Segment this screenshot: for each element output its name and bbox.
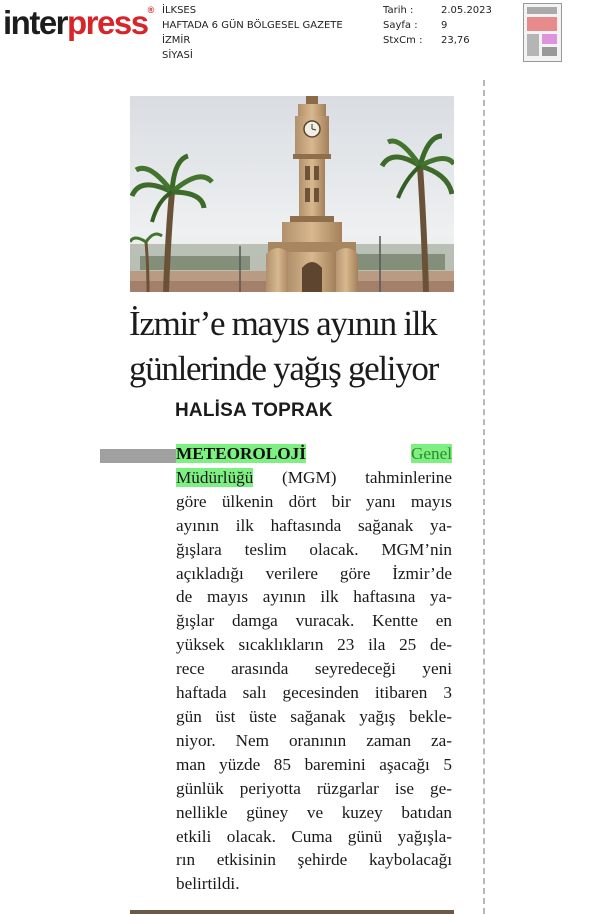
logo-text-press: press	[67, 4, 148, 41]
date-value: 2.05.2023	[441, 5, 492, 16]
body-line: günlük periyotta rüzgarlar ise ge-	[176, 778, 452, 798]
page-value: 9	[441, 20, 448, 31]
body-line: niyor. Nem oranının zaman za-	[176, 730, 452, 750]
body-line: rın etkisinin şehirde kaybolacağı	[176, 850, 452, 870]
body-line: etkili olacak. Cuma günü yağışla-	[176, 826, 452, 846]
page-row	[383, 18, 492, 33]
body-line: man yüzde 85 baremini aşacağı 5	[176, 754, 452, 774]
headline-line-1: İzmir’e mayıs ayının ilk	[129, 304, 437, 343]
stxcm-row	[383, 33, 492, 48]
page-label: Sayfa :	[383, 20, 418, 31]
body-line-lead-2	[176, 466, 452, 490]
publication-category: SİYASİ	[162, 50, 193, 61]
body-line: de mayıs ayının ilk haftasına ya-	[176, 587, 452, 607]
headline-line-2: günlerinde yağış geliyor	[129, 349, 438, 388]
publication-city: İZMİR	[162, 35, 191, 46]
body-line: haftada salı gecesinden itibaren 3	[176, 683, 452, 703]
page-thumbnail[interactable]	[523, 3, 562, 62]
body-line: açıkladığı verilere göre İzmir’de	[176, 563, 452, 583]
body-line: gün üst üste sağanak yağış bekle-	[176, 706, 452, 726]
interpress-logo	[3, 6, 154, 39]
highlighted-keyword-2: Genel	[410, 444, 452, 463]
izmir-clock-tower-photo	[130, 96, 454, 292]
article-body	[176, 442, 452, 896]
body-line: ğışlara teslim olacak. MGM’nin	[176, 539, 452, 559]
body-line: ayının ilk haftasında sağanak ya-	[176, 515, 452, 535]
date-row	[383, 3, 492, 18]
column-divider	[483, 80, 485, 914]
highlighted-keyword: METEOROLOJİ	[176, 444, 306, 463]
body-line: ğışlar damga vuracak. Kentte en	[176, 611, 452, 631]
highlighted-keyword-3: Müdürlüğü	[176, 467, 254, 487]
body-line: göre ülkenin dört bir yanı mayıs	[176, 491, 452, 511]
logo-text-inter: inter	[3, 4, 68, 41]
body-line: rece arasında seyredeceği yeni	[176, 659, 452, 679]
stxcm-value: 23,76	[441, 35, 470, 46]
date-label: Tarih :	[383, 5, 414, 16]
publication-info	[162, 3, 343, 63]
publication-name: İLKSES	[162, 5, 197, 16]
stxcm-label: StxCm :	[383, 35, 423, 46]
logo-registered-mark: ®	[147, 5, 155, 15]
body-line: yüksek sıcaklıkların 23 ila 25 de-	[176, 635, 452, 655]
body-line-lead-2-rest: (MGM) tahminlerine	[253, 467, 452, 487]
next-photo-edge	[130, 910, 454, 914]
article-byline: HALİSA TOPRAK	[175, 400, 333, 421]
body-line: nellikle güney ve kuzey batıdan	[176, 802, 452, 822]
body-line-lead	[176, 442, 452, 466]
body-line-last: belirtildi.	[176, 874, 240, 894]
clipping-details	[383, 3, 492, 48]
article-headline	[129, 301, 469, 391]
publication-frequency: HAFTADA 6 GÜN BÖLGESEL GAZETE	[162, 20, 343, 31]
